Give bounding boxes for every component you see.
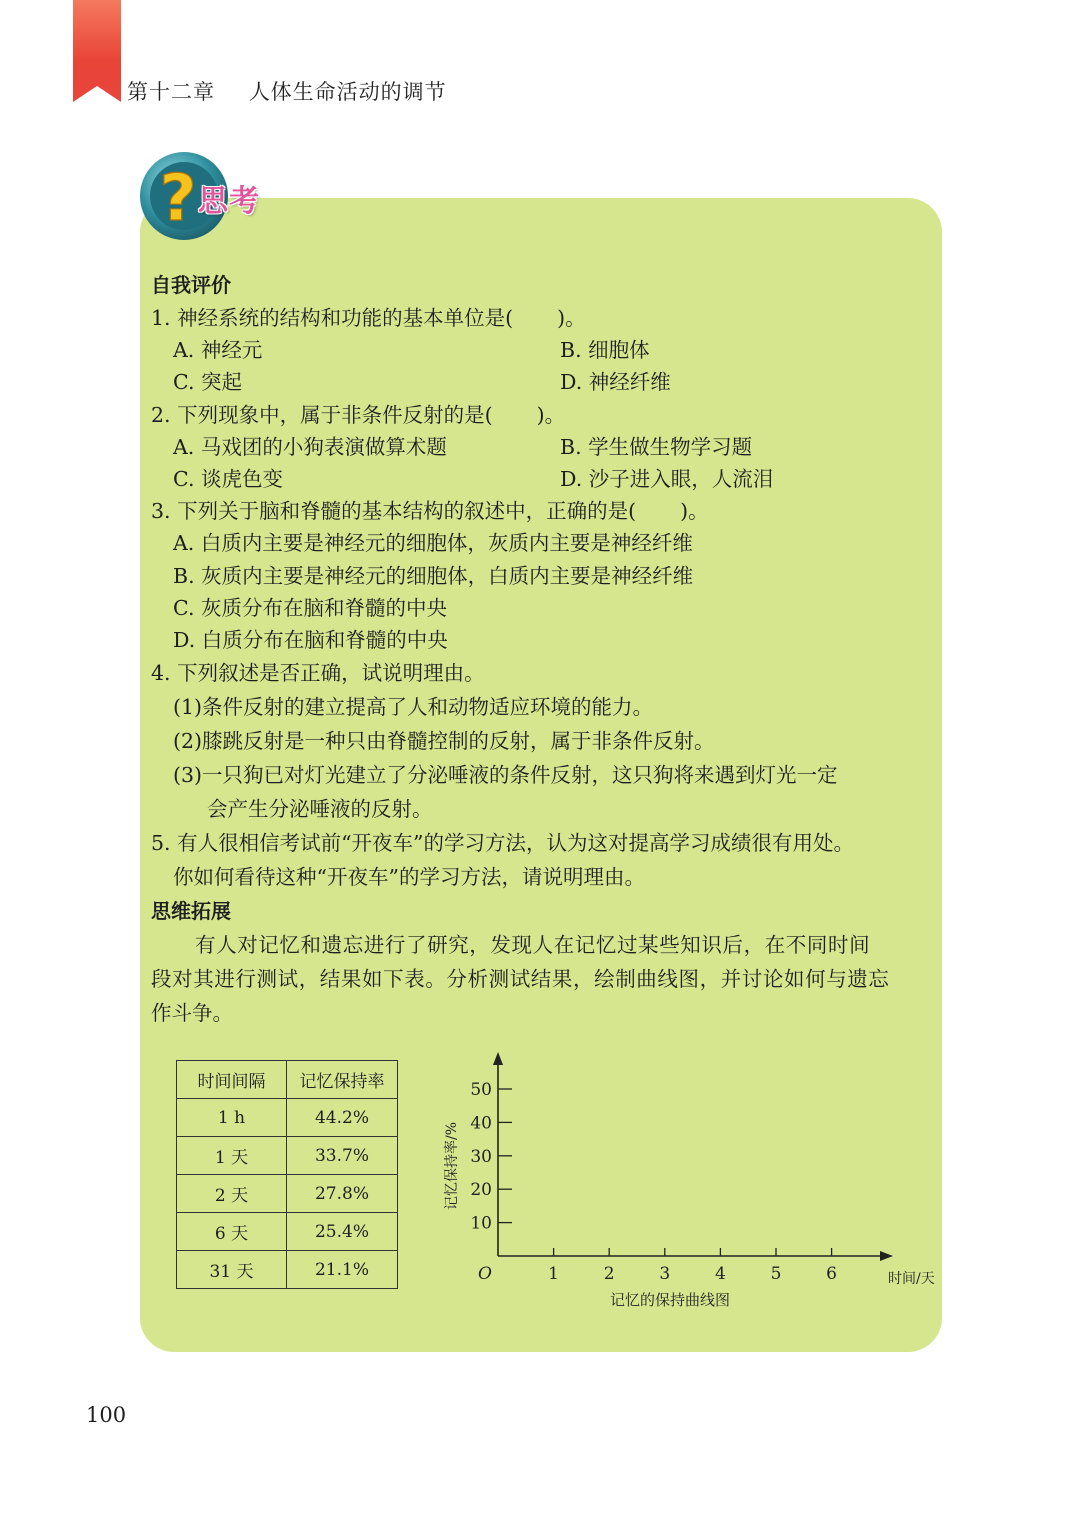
extension-paragraph (151, 928, 931, 1030)
option-a: A. 白质内主要是神经元的细胞体，灰质内主要是神经纤维 (173, 531, 693, 556)
option-c: C. 谈虎色变 (173, 466, 283, 491)
question-1-options-row-2 (151, 366, 931, 398)
question-2-options-row-1 (151, 431, 931, 463)
question-4-stem: 4. 下列叙述是否正确，试说明理由。 (151, 661, 485, 686)
chapter-number: 第十二章 (127, 80, 215, 104)
table-cell: 33.7% (287, 1137, 398, 1175)
question-4-item-3: (3)一只狗已对灯光建立了分泌唾液的条件反射，这只狗将来遇到灯光一定 (173, 763, 838, 788)
option-d: D. 沙子进入眼，人流泪 (560, 466, 774, 491)
table-row (177, 1175, 398, 1213)
question-4-item-2: (2)膝跳反射是一种只由脊髓控制的反射，属于非条件反射。 (173, 729, 715, 754)
x-tick-label: 5 (770, 1264, 782, 1284)
y-tick-label: 50 (470, 1080, 492, 1100)
y-axis-label: 记忆保持率/% (444, 1121, 460, 1211)
option-b: B. 学生做生物学习题 (560, 434, 753, 459)
option-c: C. 灰质分布在脑和脊髓的中央 (173, 595, 447, 620)
question-1-tail: )。 (557, 306, 586, 330)
chart-title: 记忆的保持曲线图 (609, 1291, 731, 1309)
x-tick-label: 3 (659, 1264, 671, 1284)
table-cell: 1 天 (177, 1137, 287, 1175)
table-cell: 25.4% (287, 1213, 398, 1251)
option-b: B. 细胞体 (560, 338, 650, 363)
chapter-heading (127, 76, 447, 106)
y-tick-label: 20 (470, 1180, 492, 1201)
svg-text:?: ? (159, 162, 197, 236)
table-cell: 2 天 (177, 1175, 287, 1213)
origin-label: O (478, 1264, 492, 1284)
page-number: 100 (86, 1403, 127, 1427)
table-row (177, 1251, 398, 1289)
extension-line-3: 作斗争。 (151, 1001, 233, 1026)
question-5-line-1: 5. 有人很相信考试前“开夜车”的学习方法，认为这对提高学习成绩很有用处。 (151, 831, 855, 856)
question-content (151, 268, 931, 1030)
y-tick-label: 10 (470, 1213, 492, 1234)
question-1-options-row-1 (151, 334, 931, 366)
section-heading-extension: 思维拓展 (151, 899, 231, 924)
question-2-options-row-2 (151, 463, 931, 495)
x-tick-label: 4 (714, 1264, 726, 1284)
option-c: C. 突起 (173, 370, 242, 395)
table-cell: 6 天 (177, 1213, 287, 1251)
section-heading-self-eval: 自我评价 (151, 273, 231, 297)
chapter-bookmark-icon (73, 0, 121, 102)
memory-retention-table (176, 1060, 398, 1289)
question-2-stem: 2. 下列现象中，属于非条件反射的是( (151, 402, 493, 427)
y-axis-arrow-icon (493, 1052, 503, 1065)
badge-label: 思考 (198, 184, 260, 219)
question-1 (151, 302, 931, 334)
x-axis-label: 时间/天 (888, 1271, 935, 1287)
question-4-item-1: (1)条件反射的建立提高了人和动物适应环境的能力。 (173, 695, 654, 720)
question-5-line-2: 你如何看待这种“开夜车”的学习方法，请说明理由。 (173, 865, 645, 890)
question-2-tail: )。 (536, 402, 566, 427)
option-b: B. 灰质内主要是神经元的细胞体，白质内主要是神经纤维 (173, 563, 694, 588)
question-3 (151, 495, 931, 527)
table-cell: 21.1% (287, 1251, 398, 1289)
memory-curve-chart (430, 1040, 940, 1320)
table-header-row (177, 1061, 398, 1099)
x-axis-arrow-icon (880, 1251, 893, 1261)
extension-line-2: 段对其进行测试，结果如下表。分析测试结果，绘制曲线图，并讨论如何与遗忘 (151, 967, 890, 992)
table-cell: 44.2% (287, 1099, 398, 1137)
table-cell: 31 天 (177, 1251, 287, 1289)
table-header: 记忆保持率 (287, 1061, 398, 1099)
x-tick-label: 6 (826, 1264, 838, 1284)
option-d: D. 白质分布在脑和脊髓的中央 (173, 627, 448, 652)
question-4-item-3-cont: 会产生分泌唾液的反射。 (207, 797, 433, 822)
table-row (177, 1137, 398, 1175)
table-cell: 27.8% (287, 1175, 398, 1213)
table-row (177, 1213, 398, 1251)
x-tick-label: 2 (603, 1264, 615, 1284)
question-3-stem: 3. 下列关于脑和脊髓的基本结构的叙述中，正确的是( (151, 499, 637, 524)
chapter-title: 人体生命活动的调节 (248, 80, 447, 104)
option-a: A. 马戏团的小狗表演做算术题 (173, 434, 447, 459)
question-3-tail: )。 (680, 499, 709, 524)
y-tick-label: 40 (470, 1113, 492, 1134)
question-1-stem: 1. 神经系统的结构和功能的基本单位是( (151, 306, 514, 330)
extension-line-1: 有人对记忆和遗忘进行了研究，发现人在记忆过某些知识后，在不同时间 (195, 933, 871, 958)
option-a: A. 神经元 (173, 338, 263, 363)
table-header: 时间间隔 (177, 1061, 287, 1099)
x-tick-label: 1 (548, 1264, 560, 1284)
y-tick-label: 30 (470, 1146, 492, 1167)
question-2 (151, 399, 931, 431)
option-d: D. 神经纤维 (560, 370, 671, 395)
table-row (177, 1099, 398, 1137)
table-cell: 1 h (177, 1099, 287, 1137)
